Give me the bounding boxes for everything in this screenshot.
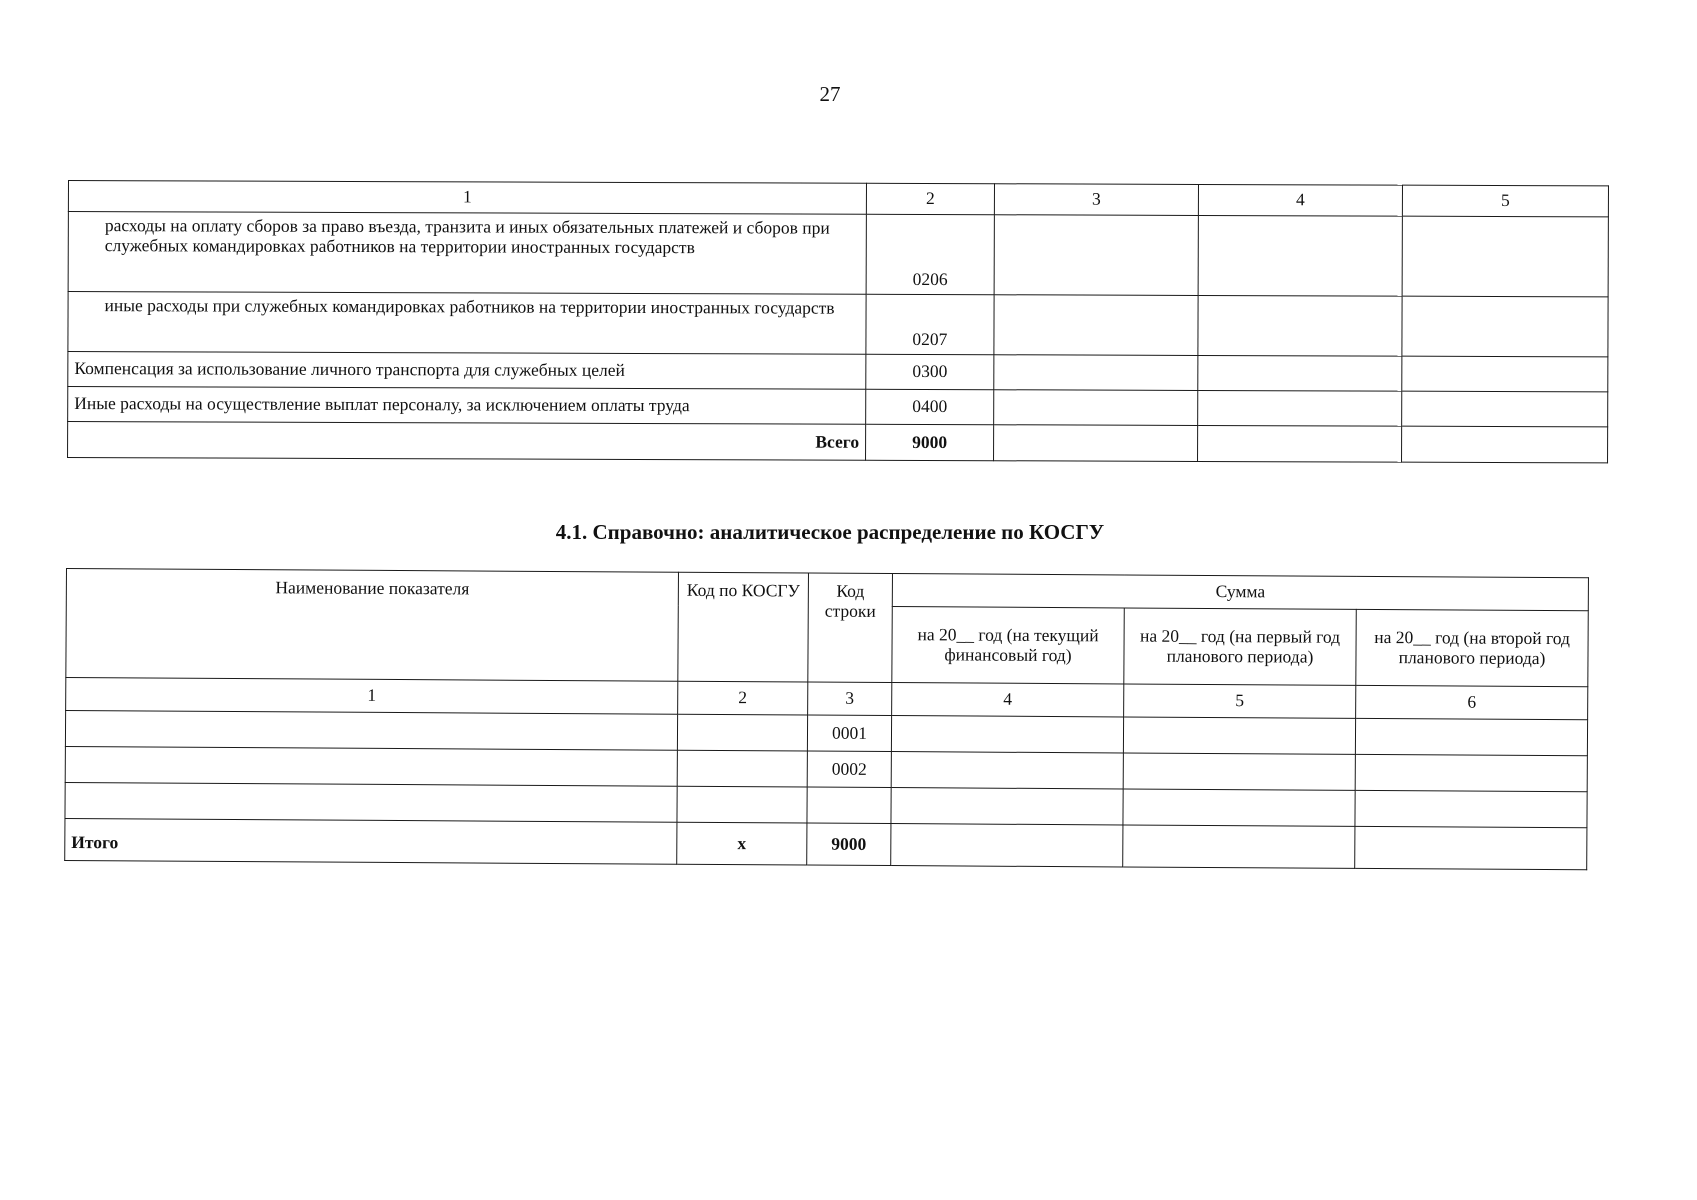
value-cell <box>891 716 1123 753</box>
expenses-table <box>67 180 1609 463</box>
value-cell <box>1198 295 1402 356</box>
value-cell <box>1402 296 1608 357</box>
value-cell <box>1355 754 1587 791</box>
column-number: 6 <box>1356 685 1588 719</box>
header-year-current: на 20__ год (на текущий финансовый год) <box>892 607 1124 684</box>
value-cell <box>1123 825 1355 868</box>
column-number: 5 <box>1124 684 1356 718</box>
total-code: 9000 <box>807 823 891 866</box>
row-kosgu <box>677 714 807 751</box>
value-cell <box>1402 426 1608 463</box>
column-number: 1 <box>68 181 866 215</box>
value-cell <box>1123 753 1355 790</box>
table-row <box>68 212 1608 297</box>
row-code <box>807 787 891 824</box>
value-cell <box>1198 215 1402 296</box>
row-kosgu <box>677 786 807 823</box>
value-cell <box>1402 216 1608 297</box>
row-code: 0300 <box>866 354 994 389</box>
value-cell <box>994 215 1198 296</box>
value-cell <box>994 425 1198 462</box>
kosgu-table <box>64 568 1589 870</box>
row-label <box>65 746 677 786</box>
column-number: 4 <box>892 683 1124 717</box>
total-code: 9000 <box>866 424 994 460</box>
value-cell <box>1198 355 1402 391</box>
row-label: Иные расходы на осуществление выплат персоналу, за исключением оплаты труда <box>68 387 866 425</box>
value-cell <box>1198 390 1402 426</box>
header-year-second: на 20__ год (на второй год планового периода) <box>1356 609 1588 686</box>
value-cell <box>1198 425 1402 462</box>
value-cell <box>891 824 1123 867</box>
value-cell <box>994 295 1198 356</box>
row-code: 0002 <box>807 751 891 788</box>
column-number: 3 <box>994 184 1198 216</box>
row-label: Компенсация за использование личного транспорта для служебных целей <box>68 352 866 390</box>
section-title: 4.1. Справочно: аналитическое распределение по КОСГУ <box>555 520 1105 544</box>
column-number: 5 <box>1402 185 1608 217</box>
header-year-first: на 20__ год (на первый год планового периода) <box>1124 608 1356 685</box>
total-row <box>65 818 1587 869</box>
total-label: Всего <box>68 422 866 461</box>
table-row <box>68 352 1608 392</box>
header-row-code: Код строки <box>808 573 893 683</box>
value-cell <box>1355 790 1587 827</box>
column-number: 1 <box>66 678 678 715</box>
row-label <box>65 782 677 822</box>
value-cell <box>891 788 1123 825</box>
value-cell <box>1402 356 1608 392</box>
total-label: Итого <box>65 818 677 864</box>
column-number: 2 <box>866 183 994 214</box>
header-name: Наименование показателя <box>66 569 679 682</box>
row-code: 0400 <box>866 389 994 424</box>
row-code: 0207 <box>866 294 994 354</box>
value-cell <box>1355 718 1587 755</box>
value-cell <box>994 390 1198 426</box>
table-header-row <box>66 569 1588 611</box>
column-number: 2 <box>678 681 808 715</box>
value-cell <box>1123 789 1355 826</box>
total-kosgu: x <box>677 822 807 865</box>
value-cell <box>994 355 1198 391</box>
value-cell <box>1402 391 1608 427</box>
table-row <box>68 292 1608 357</box>
page-number: 27 <box>819 82 841 106</box>
row-label <box>65 711 677 751</box>
column-number: 3 <box>808 682 892 716</box>
row-label: расходы на оплату сборов за право въезда, транзита и иных обязательных платежей и сборов при служебных командировках работников на территории иностранных государств <box>68 212 866 295</box>
column-number: 4 <box>1198 184 1402 216</box>
value-cell <box>1355 826 1587 869</box>
row-code: 0001 <box>807 715 891 752</box>
value-cell <box>891 752 1123 789</box>
row-code: 0206 <box>866 214 994 294</box>
header-kosgu: Код по КОСГУ <box>678 572 809 682</box>
total-row <box>68 422 1608 463</box>
table-row <box>68 387 1608 427</box>
value-cell <box>1123 717 1355 754</box>
row-kosgu <box>677 750 807 787</box>
header-sum: Сумма <box>892 574 1588 611</box>
row-label: иные расходы при служебных командировках работников на территории иностранных государств <box>68 292 866 355</box>
